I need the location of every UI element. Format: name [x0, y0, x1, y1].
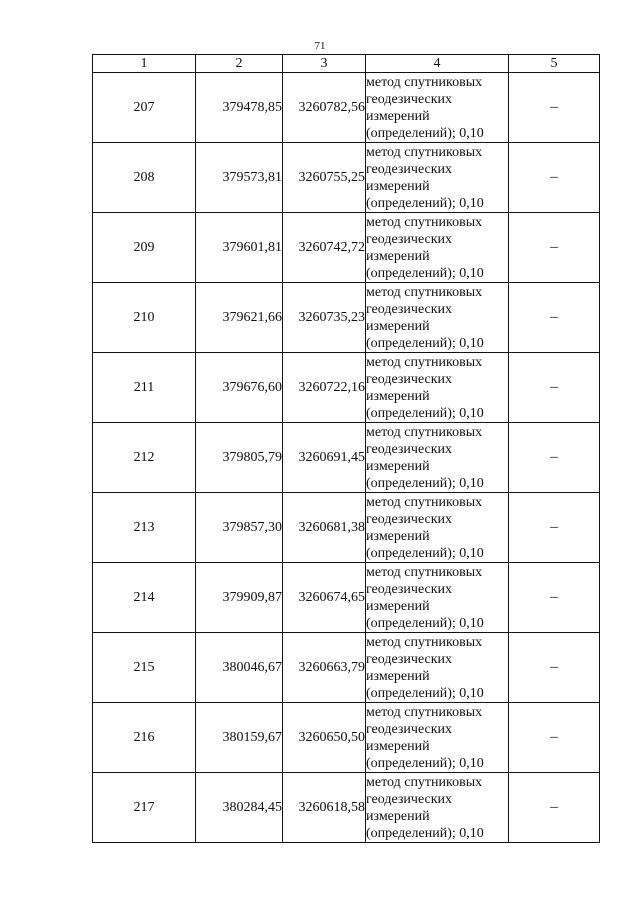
table-row	[93, 143, 600, 213]
note: –	[509, 493, 600, 563]
measurement-method: метод спутниковых геодезических измерений (определений); 0,10	[366, 143, 509, 213]
measurement-method: метод спутниковых геодезических измерений (определений); 0,10	[366, 773, 509, 843]
coordinate-y: 3260722,16	[283, 353, 366, 423]
header-col-1: 1	[93, 55, 196, 73]
point-number: 208	[93, 143, 196, 213]
point-number: 212	[93, 423, 196, 493]
measurement-method: метод спутниковых геодезических измерений (определений); 0,10	[366, 423, 509, 493]
table-row	[93, 73, 600, 143]
coordinates-table	[92, 54, 600, 843]
note: –	[509, 773, 600, 843]
point-number: 214	[93, 563, 196, 633]
table-row	[93, 773, 600, 843]
coordinate-y: 3260735,23	[283, 283, 366, 353]
coordinate-y: 3260663,79	[283, 633, 366, 703]
table-row	[93, 423, 600, 493]
point-number: 211	[93, 353, 196, 423]
header-row	[93, 55, 600, 73]
measurement-method: метод спутниковых геодезических измерений (определений); 0,10	[366, 563, 509, 633]
measurement-method: метод спутниковых геодезических измерений (определений); 0,10	[366, 213, 509, 283]
point-number: 207	[93, 73, 196, 143]
note: –	[509, 563, 600, 633]
point-number: 217	[93, 773, 196, 843]
page-number: 71	[314, 40, 326, 52]
table-body	[93, 73, 600, 843]
coordinate-y: 3260755,25	[283, 143, 366, 213]
note: –	[509, 73, 600, 143]
measurement-method: метод спутниковых геодезических измерений (определений); 0,10	[366, 703, 509, 773]
table-row	[93, 493, 600, 563]
header-col-5: 5	[509, 55, 600, 73]
coordinate-y: 3260618,58	[283, 773, 366, 843]
table-row	[93, 283, 600, 353]
coordinate-y: 3260650,50	[283, 703, 366, 773]
coordinate-x: 380284,45	[196, 773, 283, 843]
note: –	[509, 143, 600, 213]
header-col-2: 2	[196, 55, 283, 73]
table-row	[93, 353, 600, 423]
table-row	[93, 703, 600, 773]
table-header	[93, 55, 600, 73]
coordinate-x: 379805,79	[196, 423, 283, 493]
coordinate-y: 3260674,65	[283, 563, 366, 633]
note: –	[509, 703, 600, 773]
note: –	[509, 423, 600, 493]
measurement-method: метод спутниковых геодезических измерений (определений); 0,10	[366, 633, 509, 703]
coordinate-x: 379621,66	[196, 283, 283, 353]
measurement-method: метод спутниковых геодезических измерений (определений); 0,10	[366, 283, 509, 353]
measurement-method: метод спутниковых геодезических измерений (определений); 0,10	[366, 353, 509, 423]
table-row	[93, 563, 600, 633]
coordinate-y: 3260681,38	[283, 493, 366, 563]
point-number: 210	[93, 283, 196, 353]
coordinate-y: 3260782,56	[283, 73, 366, 143]
note: –	[509, 213, 600, 283]
coordinate-x: 379857,30	[196, 493, 283, 563]
coordinate-x: 380159,67	[196, 703, 283, 773]
measurement-method: метод спутниковых геодезических измерений (определений); 0,10	[366, 493, 509, 563]
header-col-3: 3	[283, 55, 366, 73]
point-number: 216	[93, 703, 196, 773]
note: –	[509, 353, 600, 423]
coordinate-x: 379478,85	[196, 73, 283, 143]
header-col-4: 4	[366, 55, 509, 73]
point-number: 215	[93, 633, 196, 703]
point-number: 209	[93, 213, 196, 283]
note: –	[509, 283, 600, 353]
coordinate-x: 379573,81	[196, 143, 283, 213]
table-row	[93, 633, 600, 703]
coordinate-x: 380046,67	[196, 633, 283, 703]
coordinate-y: 3260742,72	[283, 213, 366, 283]
coordinate-x: 379909,87	[196, 563, 283, 633]
measurement-method: метод спутниковых геодезических измерений (определений); 0,10	[366, 73, 509, 143]
coordinate-y: 3260691,45	[283, 423, 366, 493]
coordinate-x: 379676,60	[196, 353, 283, 423]
note: –	[509, 633, 600, 703]
coordinate-x: 379601,81	[196, 213, 283, 283]
table-row	[93, 213, 600, 283]
point-number: 213	[93, 493, 196, 563]
